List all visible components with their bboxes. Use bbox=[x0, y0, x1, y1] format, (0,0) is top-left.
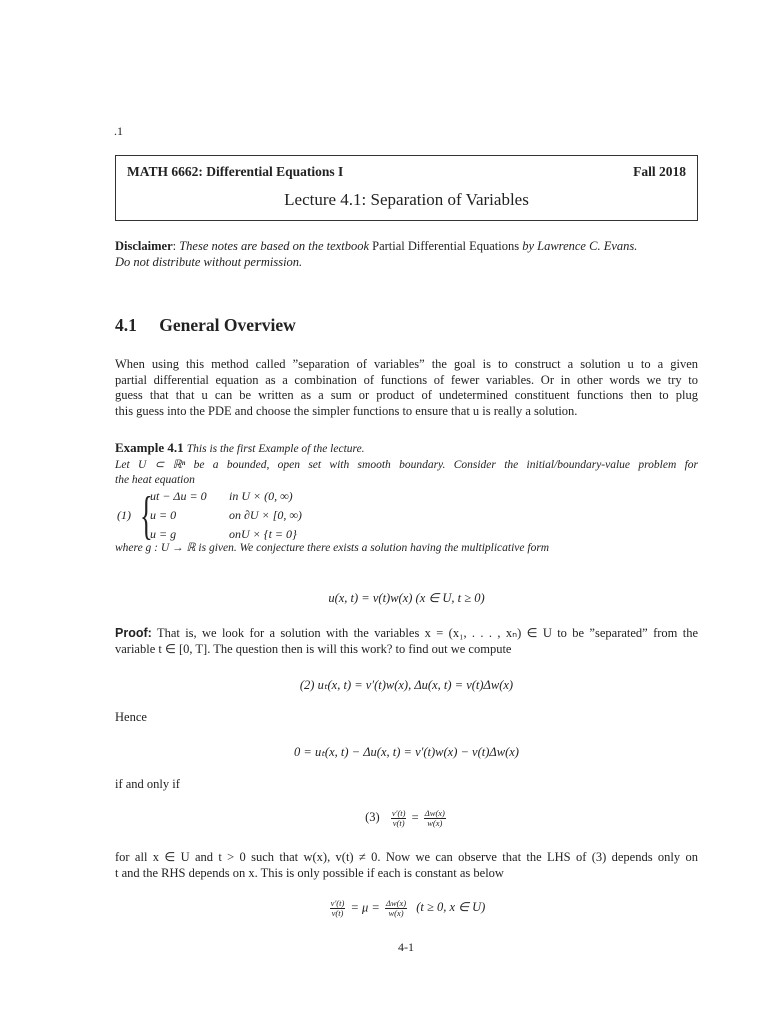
example-block bbox=[115, 440, 698, 489]
fraction-numerator: v′(t) bbox=[330, 898, 345, 908]
hence-text: Hence bbox=[115, 710, 147, 724]
equation-label-1: (1) bbox=[117, 508, 131, 522]
section-heading bbox=[115, 315, 296, 336]
fraction-denominator: w(x) bbox=[388, 908, 404, 918]
lecture-title: Lecture 4.1: Separation of Variables bbox=[284, 190, 529, 209]
fraction-denominator: w(x) bbox=[427, 818, 443, 828]
case-expr: ut − Δu = 0 bbox=[150, 489, 207, 503]
mu-condition: (t ≥ 0, x ∈ U) bbox=[416, 900, 486, 915]
proof-label: Proof: bbox=[115, 626, 152, 640]
disclaimer-label: Disclaimer bbox=[115, 239, 173, 253]
overview-line: this guess into the PDE and choose the simpler functions to ensure that u is really a solution. bbox=[115, 403, 578, 418]
equation-2 bbox=[115, 677, 698, 693]
case-cond: onU × {t = 0} bbox=[229, 527, 297, 541]
forall-line: t and the RHS depends on x. This is only possible if each is constant as below bbox=[115, 865, 504, 880]
lecture-header-box bbox=[115, 155, 698, 221]
example-line: Let U ⊂ ℝⁿ be a bounded, open set with smooth boundary. Consider the initial/boundary-value problem for bbox=[115, 458, 698, 471]
course-title: MATH 6662: Differential Equations I bbox=[127, 164, 344, 179]
overview-line: guess that that u can be written as a sum or product of undetermined constituent functions then to plug bbox=[115, 388, 698, 402]
forall-line: for all x ∈ U and t > 0 such that w(x), v(t) ≠ 0. Now we can observe that the LHS of (3) depends only on bbox=[115, 850, 698, 864]
section-title: General Overview bbox=[159, 315, 296, 335]
disclaimer-text-2: by Lawrence C. Evans. bbox=[522, 239, 638, 253]
fraction-denominator: v(t) bbox=[331, 908, 344, 918]
left-brace: { bbox=[140, 487, 153, 545]
fraction-w bbox=[424, 809, 446, 828]
disclaimer bbox=[115, 239, 698, 270]
disclaimer-text-1: These notes are based on the textbook bbox=[179, 239, 370, 253]
fraction-w bbox=[385, 899, 407, 918]
forall-paragraph bbox=[115, 850, 698, 881]
fraction-denominator: v(t) bbox=[392, 818, 405, 828]
heat-equation-system bbox=[115, 488, 515, 544]
iff-text: if and only if bbox=[115, 777, 180, 791]
case-cond: in U × (0, ∞) bbox=[229, 489, 293, 503]
disclaimer-colon: : bbox=[172, 239, 177, 253]
example-intro: This is the first Example of the lecture. bbox=[186, 443, 365, 455]
disclaimer-book: Partial Differential Equations bbox=[372, 239, 520, 253]
hence-equation: 0 = uₜ(x, t) − Δu(x, t) = v′(t)w(x) − v(t)Δw(x) bbox=[294, 745, 519, 759]
fraction-numerator: v′(t) bbox=[391, 808, 406, 818]
fraction-v bbox=[330, 899, 346, 918]
proof-text: variable t ∈ [0, T]. The question then is will this work? to find out we compute bbox=[115, 641, 512, 656]
fraction-numerator: Δw(x) bbox=[424, 808, 445, 818]
case-cond: on ∂U × [0, ∞) bbox=[229, 508, 302, 522]
overview-line: When using this method called ”separation of variables” the goal is to construct a solution u to a given bbox=[115, 357, 698, 371]
section-number: 4.1 bbox=[115, 315, 137, 335]
fraction-v bbox=[391, 809, 407, 828]
example-after: where g : U → ℝ is given. We conjecture there exists a solution having the multiplicative form bbox=[115, 542, 550, 554]
overview-paragraph bbox=[115, 357, 698, 419]
mu-middle: = μ = bbox=[350, 900, 380, 915]
term-label: Fall 2018 bbox=[633, 164, 686, 179]
equation-3 bbox=[115, 809, 698, 828]
overview-line: partial differential equation as a combination of functions of fewer variables. Or in other words we try to bbox=[115, 372, 698, 387]
proof-block bbox=[115, 626, 698, 657]
multiplicative-form-equation: u(x, t) = v(t)w(x) (x ∈ U, t ≥ 0) bbox=[328, 591, 485, 605]
page-number: 4-1 bbox=[398, 940, 414, 954]
equation-3-label: (3) bbox=[365, 810, 380, 825]
equals-sign: = bbox=[411, 810, 419, 825]
example-label: Example 4.1 bbox=[115, 440, 184, 455]
mu-equation bbox=[115, 899, 698, 918]
case-expr: u = 0 bbox=[150, 508, 177, 522]
proof-text: That is, we look for a solution with the variables x = (x₁, . . . , xₙ) ∈ U to be ”separated” from the bbox=[156, 626, 698, 640]
disclaimer-text-3: Do not distribute without permission. bbox=[115, 254, 303, 269]
fraction-numerator: Δw(x) bbox=[385, 898, 407, 908]
page-marker: .1 bbox=[114, 124, 123, 138]
case-expr: u = g bbox=[150, 527, 177, 541]
example-line: the heat equation bbox=[115, 474, 195, 486]
equation-2-text: (2) uₜ(x, t) = v′(t)w(x), Δu(x, t) = v(t)Δw(x) bbox=[299, 678, 514, 692]
